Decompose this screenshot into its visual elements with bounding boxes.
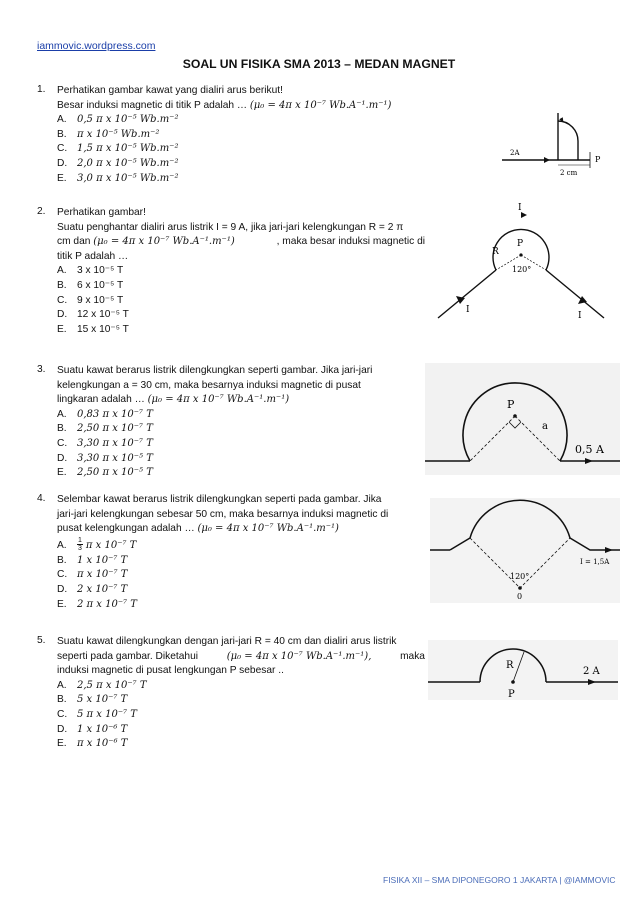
- question-number: 5.: [37, 635, 46, 646]
- option-e[interactable]: E. 2 π x 10⁻⁷ T: [57, 598, 137, 610]
- question-text: lingkaran adalah … (μ₀ = 4π x 10⁻⁷ Wb.A⁻¹.m⁻¹): [57, 394, 290, 406]
- question-number: 4.: [37, 493, 46, 504]
- mu-formula: (μ₀ = 4π x 10⁻⁷ Wb.A⁻¹.m⁻¹): [147, 394, 290, 406]
- question-text: kelengkungan a = 30 cm, maka besarnya induksi magnetic di pusat: [57, 379, 361, 391]
- option-b[interactable]: B. 2,50 π x 10⁻⁷ T: [57, 423, 153, 435]
- question-text: Suatu kawat berarus listrik dilengkungkan seperti gambar. Jika jari-jari: [57, 365, 373, 376]
- question-4: [37, 493, 419, 612]
- figure-2-wire: [432, 200, 612, 330]
- figure-4-angle: 120°: [510, 572, 530, 581]
- figure-2-radius: R: [492, 247, 499, 257]
- question-text: Selembar kawat berarus listrik dilengkungkan seperti pada gambar. Jika: [57, 494, 382, 505]
- question-1: [37, 84, 427, 186]
- question-text: jari-jari kelengkungan sebesar 50 cm, maka besarnya induksi magnetic di: [57, 508, 389, 520]
- question-number: 3.: [37, 364, 46, 375]
- option-d[interactable]: D. 2,0 π x 10⁻⁵ Wb.m⁻²: [57, 157, 179, 169]
- option-b[interactable]: B. 6 x 10⁻⁵ T: [57, 279, 124, 291]
- option-c[interactable]: C. 9 x 10⁻⁵ T: [57, 294, 124, 306]
- figure-1-point: P: [595, 155, 601, 164]
- figure-5-radius: R: [506, 660, 514, 671]
- figure-5-current: 2 A: [583, 666, 600, 677]
- figure-4-point: 0: [517, 592, 523, 601]
- figure-3-wire: [425, 363, 620, 475]
- option-a[interactable]: A. 3 x 10⁻⁵ T: [57, 265, 124, 277]
- question-text: pusat kelengkungan adalah … (μ₀ = 4π x 10⁻⁷ Wb.A⁻¹.m⁻¹): [57, 523, 339, 535]
- option-a[interactable]: A. 2,5 π x 10⁻⁷ T: [57, 679, 147, 691]
- figure-4-wire: [430, 498, 620, 603]
- figure-1-current: 2A: [510, 149, 520, 157]
- question-text: Suatu penghantar dialiri arus listrik I = 9 A, jika jari-jari kelengkungan R = 2 π: [57, 221, 404, 233]
- figure-2-current-left: I: [466, 305, 470, 315]
- mu-formula: (μ₀ = 4π x 10⁻⁷ Wb.A⁻¹.m⁻¹): [93, 236, 235, 248]
- page-footer: FISIKA XII – SMA DIPONEGORO 1 JAKARTA | @IAMMOVIC: [383, 875, 616, 885]
- site-link[interactable]: iammovic.wordpress.com: [37, 40, 156, 52]
- option-e[interactable]: E. 15 x 10⁻⁵ T: [57, 323, 129, 335]
- question-2: [37, 206, 425, 337]
- figure-2-current-top: I: [518, 203, 522, 213]
- fraction-one-third: $\frac{1}{3}$: [78, 536, 82, 552]
- figure-2-current-right: I: [578, 311, 582, 321]
- question-text: titik P adalah …: [57, 250, 129, 262]
- option-d[interactable]: D. 12 x 10⁻⁵ T: [57, 309, 129, 321]
- option-c[interactable]: C. 1,5 π x 10⁻⁵ Wb.m⁻²: [57, 143, 179, 155]
- question-text: cm dan (μ₀ = 4π x 10⁻⁷ Wb.A⁻¹.m⁻¹) , maka besar induksi magnetic di: [57, 236, 425, 248]
- option-e[interactable]: E. 2,50 π x 10⁻⁵ T: [57, 467, 153, 479]
- mu-formula: (μ₀ = 4π x 10⁻⁷ Wb.A⁻¹.m⁻¹),: [226, 650, 372, 662]
- figure-5-wire: [428, 640, 618, 700]
- option-d[interactable]: D. 3,30 π x 10⁻⁵ T: [57, 452, 153, 464]
- mu-formula: (μ₀ = 4π x 10⁻⁷ Wb.A⁻¹.m⁻¹): [197, 523, 339, 535]
- page-title: SOAL UN FISIKA SMA 2013 – MEDAN MAGNET: [182, 57, 456, 71]
- figure-3-radius: a: [542, 421, 548, 432]
- option-d[interactable]: D. 2 x 10⁻⁷ T: [57, 583, 128, 595]
- option-e[interactable]: E. π x 10⁻⁶ T: [57, 738, 128, 750]
- figure-4-current: I = 1,5A: [580, 558, 610, 566]
- figure-3-point: P: [507, 398, 515, 411]
- mu-formula: (μ₀ = 4π x 10⁻⁷ Wb.A⁻¹.m⁻¹): [249, 99, 392, 111]
- question-5: [37, 635, 425, 752]
- figure-2-point: P: [517, 239, 524, 249]
- question-3: [37, 364, 412, 481]
- option-b[interactable]: B. 1 x 10⁻⁷ T: [57, 554, 128, 566]
- question-text: Suatu kawat dilengkungkan dengan jari-jari R = 40 cm dan dialiri arus listrik: [57, 636, 397, 647]
- option-e[interactable]: E. 3,0 π x 10⁻⁵ Wb.m⁻²: [57, 172, 179, 184]
- question-number: 2.: [37, 206, 46, 217]
- question-text: induksi magnetic di pusat lengkungan P sebesar ..: [57, 665, 284, 677]
- option-a[interactable]: A. $\frac{1}{3}$ π x 10⁻⁷ T: [57, 536, 137, 552]
- figure-5-point: P: [508, 689, 515, 700]
- question-text: Perhatikan gambar!: [57, 207, 146, 218]
- option-a[interactable]: A. 0,83 π x 10⁻⁷ T: [57, 408, 153, 420]
- option-c[interactable]: C. π x 10⁻⁷ T: [57, 569, 128, 581]
- question-text: Besar induksi magnetic di titik P adalah … (μ₀ = 4π x 10⁻⁷ Wb.A⁻¹.m⁻¹): [57, 99, 392, 111]
- option-c[interactable]: C. 5 π x 10⁻⁷ T: [57, 708, 137, 720]
- question-text: Perhatikan gambar kawat yang dialiri arus berikut!: [57, 85, 283, 96]
- figure-2-angle: 120°: [512, 265, 532, 274]
- option-b[interactable]: B. π x 10⁻⁵ Wb.m⁻²: [57, 128, 160, 140]
- option-b[interactable]: B. 5 x 10⁻⁷ T: [57, 694, 128, 706]
- figure-3-current: 0,5 A: [575, 443, 604, 456]
- figure-1-distance: 2 cm: [560, 169, 578, 177]
- question-number: 1.: [37, 84, 46, 95]
- figure-1-wire: [500, 108, 610, 180]
- option-d[interactable]: D. 1 x 10⁻⁶ T: [57, 723, 128, 735]
- option-a[interactable]: A. 0,5 π x 10⁻⁵ Wb.m⁻²: [57, 114, 179, 126]
- question-text: seperti pada gambar. Diketahui (μ₀ = 4π x 10⁻⁷ Wb.A⁻¹.m⁻¹), maka: [57, 650, 425, 665]
- option-c[interactable]: C. 3,30 π x 10⁻⁷ T: [57, 437, 153, 449]
